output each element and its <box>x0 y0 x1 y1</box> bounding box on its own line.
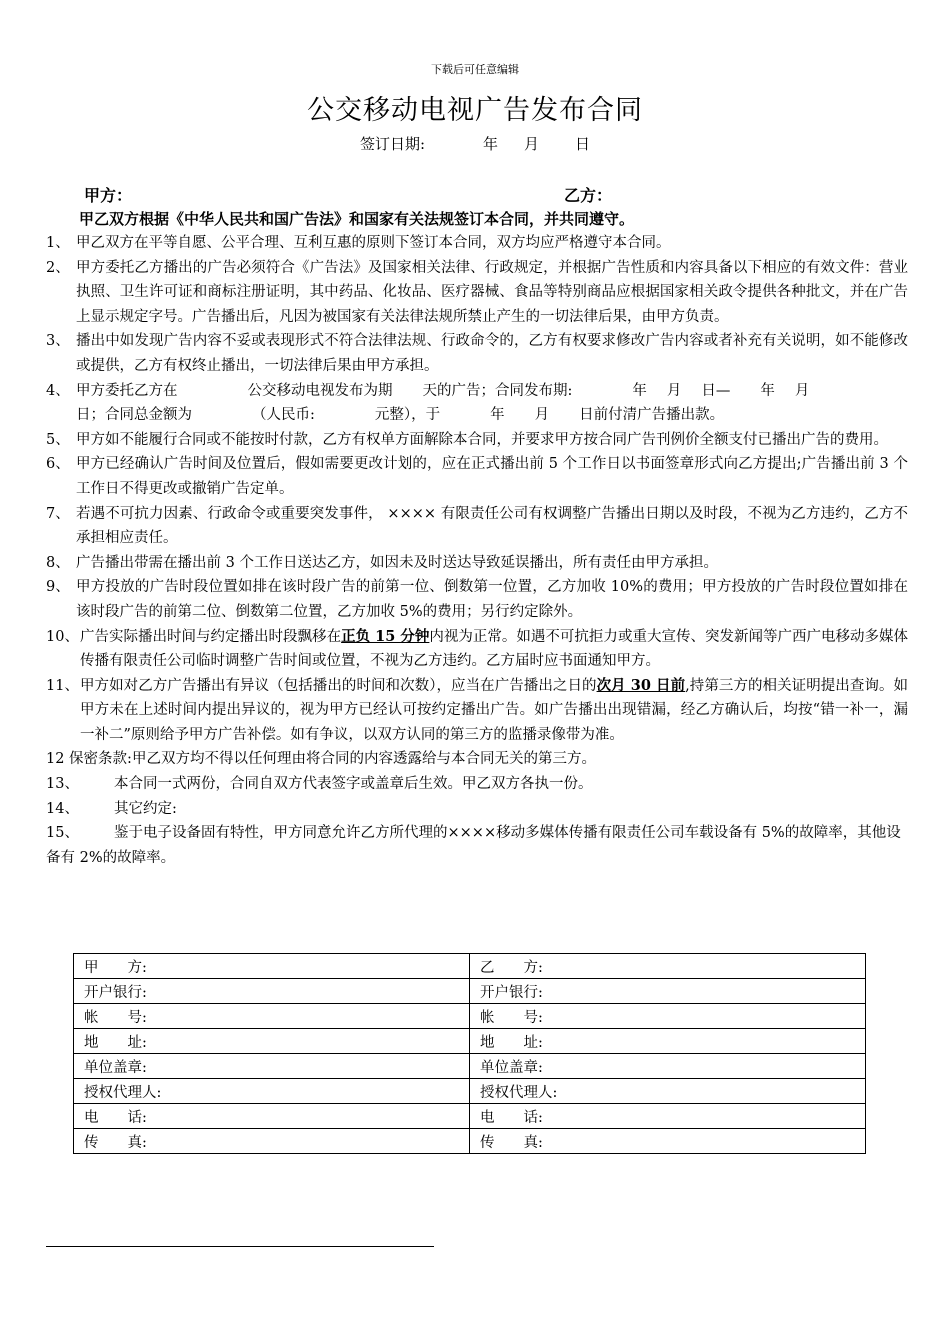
table-row <box>74 1129 866 1154</box>
table-cell: 电 话: <box>74 1104 470 1129</box>
clause-4-text: 年 <box>632 382 647 399</box>
clause-number: 5、 <box>46 431 70 448</box>
clause-number: 9、 <box>46 579 70 596</box>
table-cell: 单位盖章: <box>470 1054 866 1079</box>
clause-number: 14、 <box>46 800 79 817</box>
clause-7 <box>46 502 908 551</box>
clause-3 <box>46 329 908 378</box>
sign-date <box>0 133 950 154</box>
party-b-label: 乙方： <box>564 186 613 205</box>
clause-number: 2、 <box>46 259 70 276</box>
emphasis-text: 次月 30 日前 <box>596 676 686 694</box>
clause-15 <box>46 821 908 870</box>
table-cell: 单位盖章: <box>74 1054 470 1079</box>
clause-text <box>46 747 908 772</box>
clause-4-text: 甲方委托乙方在 <box>76 382 178 399</box>
party-info-table <box>73 953 866 1154</box>
table-row <box>74 979 866 1004</box>
clause-4-text: 日；合同总金额为 <box>76 407 192 424</box>
clause-4-text: 日前付清广告播出款。 <box>579 407 725 424</box>
sign-date-label: 签订日期: <box>359 135 425 153</box>
clause-11-text: 甲方如对乙方广告播出有异议（包括播出的时间和次数），应当在广告播出之日的 <box>80 677 597 694</box>
clause-number: 6、 <box>46 456 70 473</box>
clause-6 <box>46 452 908 501</box>
clause-text: 甲方如不能履行合同或不能按时付款，乙方有权单方面解除本合同，并要求甲方按合同广告刊例价全额支付已播出广告的费用。 <box>76 431 888 448</box>
clause-8 <box>46 551 908 576</box>
clause-14 <box>46 797 908 822</box>
clause-number: 15、 <box>46 825 79 842</box>
clause-number: 12 保密条款: <box>46 751 132 768</box>
table-row <box>74 1104 866 1129</box>
table-row <box>74 954 866 979</box>
clause-number: 8、 <box>46 554 70 571</box>
clause-10 <box>46 625 908 674</box>
clause-10-text: 内视为正常。如遇不可抗拒力或重大宣传、突发新闻等广西广电移动多媒体传播有限责任公司临时调整广告时间或位置，不视为乙方违约。乙方届时应书面通知甲方。 <box>80 628 909 670</box>
table-row <box>74 1054 866 1079</box>
clause-4 <box>46 379 908 428</box>
table-cell: 授权代理人: <box>470 1079 866 1104</box>
footer-divider <box>46 1246 434 1247</box>
clause-4-text: 天的广告；合同发布期: <box>422 382 573 399</box>
clause-4-text: 月 <box>666 382 682 399</box>
clause-text: 若遇不可抗力因素、行政命令或重要突发事件， ×××× 有限责任公司有权调整广告播出日期以及时段，不视为乙方违约，乙方不承担相应责任。 <box>76 505 908 547</box>
clause-4-text: 公交移动电视发布为期 <box>247 382 393 399</box>
table-cell: 帐 号: <box>74 1004 470 1029</box>
page-title: 公交移动电视广告发布合同 <box>307 95 643 126</box>
clause-4-text: （人民币: <box>252 407 315 424</box>
clause-text: 本合同一式两份，合同自双方代表签字或盖章后生效。甲乙双方各执一份。 <box>114 776 593 793</box>
clause-12 <box>46 747 908 772</box>
clause-10-text: 广告实际播出时间与约定播出时段飘移在 <box>80 628 342 645</box>
clause-number: 1、 <box>46 235 70 251</box>
clause-text: 甲方投放的广告时段位置如排在该时段广告的前第一位、倒数第一位置，乙方加收 10%的费用；甲方投放的广告时段位置如排在该时段广告的前第二位、倒数第二位置，乙方加收 5%的费用；另行约定除外。 <box>76 579 908 620</box>
clause-text: 鉴于电子设备固有特性，甲方同意允许乙方所代理的××××移动多媒体传播有限责任公司车载设备有 5%的故障率，其他设备有 2%的故障率。 <box>46 825 901 866</box>
clause-13 <box>46 772 908 797</box>
clause-4-text: 月 <box>794 382 810 399</box>
clause-text: 甲方委托乙方播出的广告必须符合《广告法》及国家相关法律、行政规定，并根据广告性质和内容具备以下相应的有效文件：营业执照、卫生许可证和商标注册证明，其中药品、化妆品、医疗器械、食品等特别商品应根据国家相关政令提供各种批文，并在广告上显示规定字号。广告播出后，凡因为被国家有关法律法规所禁止产生的一切法律后果，由甲方负责。 <box>76 259 908 325</box>
table-cell: 开户银行: <box>470 979 866 1004</box>
emphasis-text: 正负 15 分钟 <box>341 627 430 645</box>
sign-date-day: 日 <box>575 135 591 153</box>
clause-number: 4、 <box>46 382 70 399</box>
table-cell: 乙 方: <box>470 954 866 979</box>
clause-4-text: 月 <box>534 407 550 424</box>
clause-text: 其它约定: <box>114 800 177 817</box>
clause-number: 10、 <box>46 628 79 645</box>
header-note: 下载后可任意编辑 <box>431 63 519 76</box>
table-row <box>74 1029 866 1054</box>
table-cell: 开户银行: <box>74 979 470 1004</box>
clause-text: 广告播出带需在播出前 3 个工作日送达乙方，如因未及时送达导致延误播出，所有责任由甲方承担。 <box>76 554 718 571</box>
preamble: 甲乙双方根据《中华人民共和国广告法》和国家有关法规签订本合同，并共同遵守。 <box>79 210 635 228</box>
clause-number: 3、 <box>46 333 70 350</box>
clause-text: 播出中如发现广告内容不妥或表现形式不符合法律法规、行政命令的，乙方有权要求修改广告内容或者补充有关说明，如不能修改或提供，乙方有权终止播出，一切法律后果由甲方承担。 <box>76 333 908 374</box>
clause-number: 7、 <box>46 505 70 522</box>
table-cell: 地 址: <box>74 1029 470 1054</box>
clause-text: 甲方已经确认广告时间及位置后，假如需要更改计划的，应在正式播出前 5 个工作日以书面签章形式向乙方提出;广告播出前 3 个工作日不得更改或撤销广告定单。 <box>76 456 908 497</box>
clause-text <box>76 379 908 428</box>
sign-date-month: 月 <box>524 135 540 153</box>
table-cell: 电 话: <box>470 1104 866 1129</box>
clause-11-text: ,持第三方的相关证明提出查询。如甲方未在上述时间内提出异议的，视为甲方已经认可按约定播出广告。如广告播出出现错漏，经乙方确认后，均按“错一补一，漏一补二”原则给予甲方广告补偿。如有争议，以双方认同的第三方的监播录像带为准。 <box>80 677 909 743</box>
table-row <box>74 1079 866 1104</box>
clause-number: 11、 <box>46 677 79 694</box>
clause-5 <box>46 428 908 453</box>
table-cell: 地 址: <box>470 1029 866 1054</box>
table-cell: 传 真: <box>470 1129 866 1154</box>
clause-4-text: 元整），于 <box>374 407 441 424</box>
sign-date-year: 年 <box>483 135 499 153</box>
clause-11 <box>46 674 908 748</box>
clause-12-text: 甲乙双方均不得以任何理由将合同的内容透露给与本合同无关的第三方。 <box>131 751 596 768</box>
clause-list <box>46 231 908 870</box>
clause-4-text: 年 <box>760 382 775 399</box>
clause-text <box>80 674 908 748</box>
table-cell: 授权代理人: <box>74 1079 470 1104</box>
party-a-label: 甲方： <box>84 186 133 205</box>
table-cell: 传 真: <box>74 1129 470 1154</box>
clause-text: 甲乙双方在平等自愿、公平合理、互利互惠的原则下签订本合同，双方均应严格遵守本合同。 <box>76 235 671 251</box>
clause-1 <box>46 231 908 256</box>
clause-2 <box>46 256 908 330</box>
clause-4-text: 日— <box>701 382 731 399</box>
clause-9 <box>46 575 908 624</box>
table-row <box>74 1004 866 1029</box>
clause-4-text: 年 <box>490 407 505 424</box>
clause-number: 13、 <box>46 776 79 793</box>
table-cell: 帐 号: <box>470 1004 866 1029</box>
clause-text <box>80 625 908 674</box>
table-cell: 甲 方: <box>74 954 470 979</box>
